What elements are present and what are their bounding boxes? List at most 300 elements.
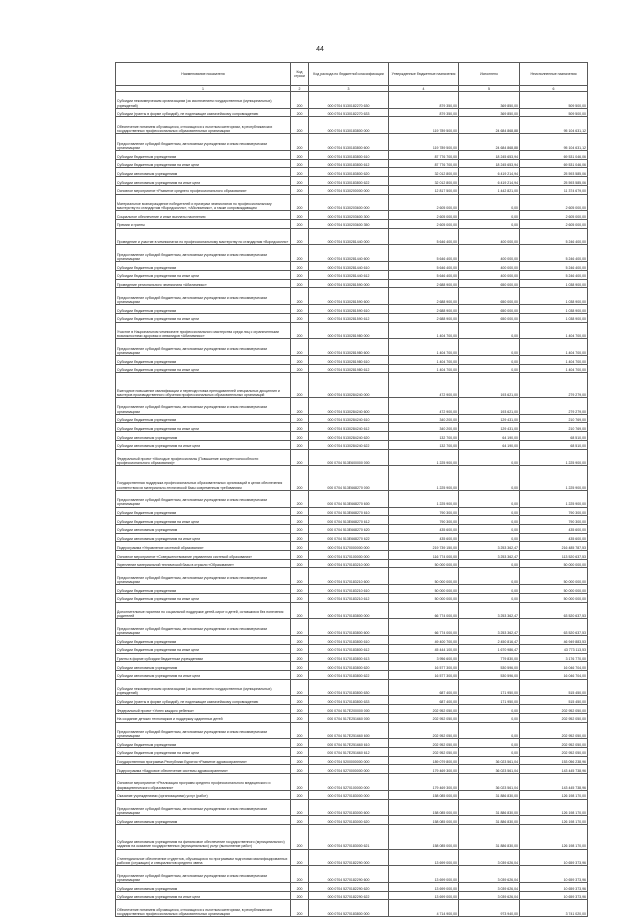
cell-approved: 158 085 000,00: [389, 816, 459, 825]
cell-remaining: 515 450,00: [520, 696, 588, 705]
column-header-budget-code: Код расхода по бюджетной классификации: [309, 63, 389, 86]
cell-line-code: 200: [291, 397, 309, 414]
cell-budget-code: 000 0704 5270182290 000: [309, 849, 389, 866]
cell-line-code: 200: [291, 551, 309, 560]
cell-remaining: 3 741 020,00: [520, 900, 588, 917]
cell-budget-code: 000 0704 5270183000 620: [309, 816, 389, 825]
cell-remaining: 1 038 900,00: [520, 305, 588, 314]
cell-budget-code: 000 0704 5130183800 610: [309, 151, 389, 160]
cell-budget-code: 000 0704 517E251660 000: [309, 713, 389, 722]
cell-remaining: 63 520 637,53: [520, 619, 588, 636]
cell-executed: 1 442 821,00: [459, 185, 520, 194]
cell-line-code: 200: [291, 490, 309, 507]
cell-approved: 472 900,00: [389, 373, 459, 398]
cell-budget-code: 000 0704 5170183800 630: [309, 679, 389, 696]
table-row: [116, 891, 588, 900]
cell-name: Дополнительные гарантии по социальной поддержке детей-сирот и детей, оставшихся без попечения родителей: [116, 602, 291, 619]
cell-name: Предоставление субсидий бюджетным, автономным учреждениям и иным некоммерческим организациям: [116, 490, 291, 507]
cell-budget-code: 000 0704 513E668270 610: [309, 507, 389, 516]
cell-remaining: 1 225 900,00: [520, 466, 588, 491]
cell-line-code: 200: [291, 313, 309, 322]
column-number: 6: [520, 86, 588, 92]
cell-executed: 530 596,00: [459, 670, 520, 679]
cell-remaining: 50 000 000,00: [520, 593, 588, 602]
cell-name: Предоставление субсидий бюджетным, автономным учреждениям и иным некоммерческим организациям: [116, 397, 291, 414]
cell-name: Федеральный проект «Молодые профессионалы (Повышение конкурентоспособности профессионального образования)»: [116, 449, 291, 466]
cell-budget-code: 000 0704 5130281980 612: [309, 364, 389, 373]
cell-executed: 400 000,00: [459, 262, 520, 271]
table-row: [116, 440, 588, 449]
cell-approved: 2 688 900,00: [389, 313, 459, 322]
cell-line-code: 200: [291, 440, 309, 449]
cell-approved: 687 400,00: [389, 679, 459, 696]
cell-budget-code: 000 0704 5170100000 000: [309, 551, 389, 560]
cell-executed: 6 419 214,94: [459, 177, 520, 186]
cell-remaining: 2 605 000,00: [520, 194, 588, 211]
cell-line-code: 200: [291, 653, 309, 662]
cell-approved: 5 646 400,00: [389, 270, 459, 279]
cell-line-code: 200: [291, 194, 309, 211]
cell-executed: 650 000,00: [459, 305, 520, 314]
cell-approved: 116 774 000,00: [389, 551, 459, 560]
cell-budget-code: 000 0704 5270182290 600: [309, 866, 389, 883]
cell-approved: 687 400,00: [389, 696, 459, 705]
cell-remaining: 50 000 000,00: [520, 585, 588, 594]
cell-executed: 3 253 362,47: [459, 619, 520, 636]
cell-line-code: 200: [291, 799, 309, 816]
cell-budget-code: 000 0704 5130281440 612: [309, 270, 389, 279]
cell-budget-code: 000 0704 513E600000 000: [309, 449, 389, 466]
cell-name: Субсидии бюджетным учреждениям на иные цели: [116, 747, 291, 756]
table-row: [116, 825, 588, 850]
table-row: [116, 533, 588, 542]
cell-executed: 400 000,00: [459, 270, 520, 279]
cell-budget-code: 000 0704 5270182290 620: [309, 883, 389, 892]
cell-line-code: 200: [291, 722, 309, 739]
cell-remaining: 25 593 585,06: [520, 177, 588, 186]
cell-remaining: 216 485 787,53: [520, 542, 588, 551]
cell-line-code: 200: [291, 525, 309, 534]
cell-line-code: 200: [291, 288, 309, 305]
cell-name: Оказание учреждениями (организациями) услуг (работ): [116, 790, 291, 799]
table-row: [116, 432, 588, 441]
cell-approved: 179 469 300,00: [389, 765, 459, 774]
table-row: [116, 722, 588, 739]
cell-executed: 36 023 561,04: [459, 756, 520, 765]
cell-approved: 66 774 000,00: [389, 619, 459, 636]
cell-approved: 12 817 500,00: [389, 185, 459, 194]
column-number: 1: [116, 86, 291, 92]
cell-budget-code: 000 0704 5270183000 621: [309, 825, 389, 850]
cell-line-code: 200: [291, 211, 309, 220]
cell-approved: 202 952 050,00: [389, 747, 459, 756]
column-number: 4: [389, 86, 459, 92]
cell-name: Государственная поддержка профессиональных образовательных организаций в целях обеспечения соответствия их материально-технической базы современным требованиям: [116, 466, 291, 491]
cell-remaining: 2 605 000,00: [520, 211, 588, 220]
cell-budget-code: 000 0704 517E251660 610: [309, 739, 389, 748]
cell-budget-code: 000 0704 5130281590 610: [309, 305, 389, 314]
cell-budget-code: 000 0704 5270182290 622: [309, 891, 389, 900]
cell-remaining: 1 404 700,00: [520, 339, 588, 356]
cell-executed: 129 431,00: [459, 423, 520, 432]
table-row: [116, 194, 588, 211]
table-row: [116, 516, 588, 525]
cell-remaining: 5 246 400,00: [520, 245, 588, 262]
cell-name: Субсидии бюджетным учреждениям: [116, 585, 291, 594]
cell-line-code: 200: [291, 516, 309, 525]
cell-name: Субсидии бюджетным учреждениям на иные цели: [116, 270, 291, 279]
cell-budget-code: 000 0704 5130203600 300: [309, 211, 389, 220]
cell-budget-code: 000 0704 5170183210 000: [309, 559, 389, 568]
cell-approved: 5 646 400,00: [389, 228, 459, 245]
cell-executed: 0,00: [459, 211, 520, 220]
cell-name: Субсидии автономным учреждениям на иные цели: [116, 891, 291, 900]
cell-approved: 435 600,00: [389, 525, 459, 534]
cell-approved: 2 605 000,00: [389, 220, 459, 229]
cell-remaining: 46 949 883,53: [520, 636, 588, 645]
cell-approved: 119 789 500,00: [389, 134, 459, 151]
cell-line-code: 200: [291, 134, 309, 151]
cell-approved: 45 444 100,00: [389, 644, 459, 653]
cell-executed: 0,00: [459, 525, 520, 534]
cell-remaining: 202 952 050,00: [520, 722, 588, 739]
cell-line-code: 200: [291, 262, 309, 271]
cell-approved: 340 200,00: [389, 423, 459, 432]
table-row: [116, 185, 588, 194]
cell-line-code: 200: [291, 644, 309, 653]
cell-executed: 0,00: [459, 466, 520, 491]
cell-name: Участие в Национальном чемпионате профессионального мастерства среди лиц с ограниченными возможностями здоровья и инвалидов «Абилимпикс»: [116, 322, 291, 339]
table-row: [116, 756, 588, 765]
cell-executed: 3 253 362,47: [459, 542, 520, 551]
cell-executed: 369 850,00: [459, 108, 520, 117]
cell-line-code: 200: [291, 593, 309, 602]
cell-remaining: 95 104 631,12: [520, 117, 588, 134]
cell-approved: 158 085 000,00: [389, 825, 459, 850]
cell-approved: 158 085 000,00: [389, 790, 459, 799]
cell-budget-code: 000 0704 5130284240 620: [309, 432, 389, 441]
cell-line-code: 200: [291, 533, 309, 542]
cell-approved: 87 776 700,00: [389, 159, 459, 168]
cell-line-code: 200: [291, 364, 309, 373]
cell-approved: 2 688 900,00: [389, 305, 459, 314]
cell-line-code: 200: [291, 117, 309, 134]
cell-executed: 64 190,00: [459, 440, 520, 449]
cell-remaining: 69 531 046,06: [520, 151, 588, 160]
table-row: [116, 373, 588, 398]
cell-name: Основное мероприятие «Совершенствование управления системой образования»: [116, 551, 291, 560]
cell-remaining: 790 300,00: [520, 507, 588, 516]
cell-remaining: 2 605 000,00: [520, 220, 588, 229]
cell-budget-code: 000 0704 5270183800 000: [309, 900, 389, 917]
cell-executed: 193 621,00: [459, 397, 520, 414]
cell-executed: 3 253 362,47: [459, 602, 520, 619]
cell-name: Субсидии бюджетным учреждениям: [116, 262, 291, 271]
cell-approved: 13 699 000,00: [389, 883, 459, 892]
cell-budget-code: 000 0704 5130281980 610: [309, 356, 389, 365]
table-row: [116, 490, 588, 507]
cell-approved: 879 350,00: [389, 108, 459, 117]
cell-line-code: 200: [291, 356, 309, 365]
cell-name: Субсидии бюджетным учреждениям: [116, 507, 291, 516]
cell-line-code: 200: [291, 339, 309, 356]
cell-executed: 24 684 868,88: [459, 134, 520, 151]
cell-approved: 87 776 700,00: [389, 151, 459, 160]
cell-budget-code: 000 0704 5130281440 610: [309, 262, 389, 271]
cell-name: Субсидии автономным учреждениям на финансовое обеспечение государственного (муниципального) задания на оказание государственных (муниципальных) услуг (выполнение работ): [116, 825, 291, 850]
table-row: [116, 507, 588, 516]
cell-budget-code: 000 0704 5130281440 600: [309, 245, 389, 262]
cell-line-code: 200: [291, 322, 309, 339]
table-row: [116, 159, 588, 168]
table-row: [116, 466, 588, 491]
cell-executed: 0,00: [459, 220, 520, 229]
cell-name: Субсидии бюджетным учреждениям: [116, 151, 291, 160]
cell-approved: 435 600,00: [389, 533, 459, 542]
cell-approved: 340 200,00: [389, 414, 459, 423]
cell-executed: 0,00: [459, 747, 520, 756]
cell-approved: 50 000 000,00: [389, 568, 459, 585]
cell-approved: 790 300,00: [389, 507, 459, 516]
cell-executed: 779 830,00: [459, 653, 520, 662]
table-row: [116, 866, 588, 883]
table-row: [116, 228, 588, 245]
table-row: [116, 662, 588, 671]
cell-approved: 50 000 000,00: [389, 585, 459, 594]
table-row: [116, 747, 588, 756]
cell-approved: 119 789 500,00: [389, 117, 459, 134]
cell-name: Субсидии автономным учреждениям: [116, 883, 291, 892]
cell-approved: 202 952 050,00: [389, 713, 459, 722]
cell-line-code: 200: [291, 423, 309, 432]
cell-remaining: 50 000 000,00: [520, 559, 588, 568]
cell-name: Предоставление субсидий бюджетным, автономным учреждениям и иным некоммерческим организациям: [116, 619, 291, 636]
cell-executed: 0,00: [459, 449, 520, 466]
cell-line-code: 200: [291, 279, 309, 288]
cell-executed: 400 000,00: [459, 245, 520, 262]
cell-budget-code: 000 0704 513E668270 622: [309, 533, 389, 542]
cell-remaining: 1 038 900,00: [520, 313, 588, 322]
cell-name: Предоставление субсидий бюджетным, автономным учреждениям и иным некоммерческим организациям: [116, 722, 291, 739]
cell-name: Субсидии автономным учреждениям: [116, 432, 291, 441]
table-row: [116, 653, 588, 662]
cell-executed: 0,00: [459, 568, 520, 585]
table-row: [116, 568, 588, 585]
cell-budget-code: 000 0704 517E251660 600: [309, 722, 389, 739]
cell-executed: 3 039 626,04: [459, 849, 520, 866]
cell-approved: 158 085 000,00: [389, 799, 459, 816]
cell-approved: 202 952 050,00: [389, 722, 459, 739]
cell-executed: 0,00: [459, 722, 520, 739]
cell-budget-code: 000 0704 5170183800 620: [309, 662, 389, 671]
cell-approved: 32 012 800,00: [389, 168, 459, 177]
cell-approved: 202 952 050,00: [389, 739, 459, 748]
table-row: [116, 542, 588, 551]
cell-line-code: 200: [291, 542, 309, 551]
column-number: 3: [309, 86, 389, 92]
cell-executed: 64 190,00: [459, 432, 520, 441]
cell-name: Проведение регионального чемпионата «Абилимпикс»: [116, 279, 291, 288]
cell-budget-code: 000 0704 5130281590 000: [309, 279, 389, 288]
cell-budget-code: 000 0704 5130182270 630: [309, 92, 389, 109]
cell-name: Субсидии автономным учреждениям: [116, 816, 291, 825]
cell-remaining: 10 659 373,96: [520, 849, 588, 866]
table-body: [116, 92, 588, 917]
table-row: [116, 211, 588, 220]
cell-executed: 18 245 653,94: [459, 151, 520, 160]
cell-line-code: 200: [291, 790, 309, 799]
cell-budget-code: 000 0704 513E668270 612: [309, 516, 389, 525]
cell-name: Основное мероприятие «Развитие среднего профессионального образования»: [116, 185, 291, 194]
cell-budget-code: 000 0704 5130281590 600: [309, 288, 389, 305]
cell-budget-code: 000 0704 5130183800 600: [309, 134, 389, 151]
table-row: [116, 288, 588, 305]
table-row: [116, 619, 588, 636]
cell-remaining: 43 773 113,53: [520, 644, 588, 653]
cell-name: Субсидии бюджетным учреждениям: [116, 356, 291, 365]
cell-approved: 1 404 700,00: [389, 339, 459, 356]
cell-line-code: 200: [291, 619, 309, 636]
cell-approved: 5 646 400,00: [389, 262, 459, 271]
cell-approved: 5 646 400,00: [389, 245, 459, 262]
cell-remaining: 113 520 637,53: [520, 551, 588, 560]
cell-remaining: 10 659 373,96: [520, 891, 588, 900]
cell-remaining: 11 374 679,00: [520, 185, 588, 194]
table-row: [116, 849, 588, 866]
table-row: [116, 339, 588, 356]
cell-remaining: 143 445 738,96: [520, 774, 588, 791]
table-row: [116, 593, 588, 602]
cell-executed: 400 000,00: [459, 228, 520, 245]
cell-remaining: 515 450,00: [520, 679, 588, 696]
cell-approved: 16 577 300,00: [389, 670, 459, 679]
cell-budget-code: 000 0704 5130183800 620: [309, 168, 389, 177]
cell-approved: 1 404 700,00: [389, 364, 459, 373]
table-row: [116, 92, 588, 109]
cell-budget-code: 000 0704 517E200000 000: [309, 705, 389, 714]
cell-name: Обеспечение питанием обучающихся, относящихся к льготным категориям, в республиканских государственных профессиональных образовательных организациях: [116, 117, 291, 134]
cell-line-code: 200: [291, 662, 309, 671]
cell-line-code: 200: [291, 900, 309, 917]
cell-executed: 0,00: [459, 194, 520, 211]
cell-approved: 2 605 000,00: [389, 194, 459, 211]
cell-budget-code: 000 0704 5170183800 633: [309, 696, 389, 705]
table-row: [116, 900, 588, 917]
cell-line-code: 200: [291, 568, 309, 585]
cell-remaining: 50 000 000,00: [520, 568, 588, 585]
cell-executed: 31 886 830,00: [459, 825, 520, 850]
cell-name: Предоставление субсидий бюджетным, автономным учреждениям и иным некоммерческим организациям: [116, 568, 291, 585]
column-number: 5: [459, 86, 520, 92]
cell-remaining: 10 659 373,96: [520, 866, 588, 883]
column-header-line-code: Код строки: [291, 63, 309, 86]
table-header-row: [116, 63, 588, 86]
cell-budget-code: 000 0704 5130183800 000: [309, 117, 389, 134]
table-row: [116, 364, 588, 373]
column-header-name: Наименование показателя: [116, 63, 291, 86]
cell-remaining: 1 225 900,00: [520, 490, 588, 507]
cell-executed: 650 000,00: [459, 288, 520, 305]
cell-approved: 4 714 900,00: [389, 900, 459, 917]
cell-approved: 1 404 700,00: [389, 322, 459, 339]
cell-approved: 13 699 000,00: [389, 866, 459, 883]
cell-executed: 31 886 830,00: [459, 790, 520, 799]
cell-name: Предоставление субсидий бюджетным, автономным учреждениям и иным некоммерческим организациям: [116, 245, 291, 262]
cell-line-code: 200: [291, 670, 309, 679]
cell-budget-code: 000 0704 5130281980 600: [309, 339, 389, 356]
cell-line-code: 200: [291, 849, 309, 866]
column-header-approved: Утвержденные бюджетные назначения: [389, 63, 459, 86]
cell-budget-code: 000 0704 5170183210 610: [309, 585, 389, 594]
cell-line-code: 200: [291, 185, 309, 194]
cell-executed: 0,00: [459, 322, 520, 339]
cell-name: Субсидии автономным учреждениям: [116, 525, 291, 534]
cell-budget-code: 000 0704 5130281590 612: [309, 313, 389, 322]
table-row: [116, 525, 588, 534]
cell-executed: 3 039 626,04: [459, 891, 520, 900]
cell-budget-code: 000 0704 5130284240 610: [309, 414, 389, 423]
cell-budget-code: 000 0704 5270000000 000: [309, 765, 389, 774]
cell-budget-code: 000 0704 5130183800 612: [309, 159, 389, 168]
cell-line-code: 200: [291, 739, 309, 748]
cell-budget-code: 000 0704 5130281980 000: [309, 322, 389, 339]
cell-executed: 2 450 816,47: [459, 636, 520, 645]
cell-name: Стипендиальное обеспечение студентов, обучающихся по программам подготовки квалифицированных рабочих (служащих) и специалистов среднего звена: [116, 849, 291, 866]
cell-remaining: 1 404 700,00: [520, 322, 588, 339]
cell-line-code: 200: [291, 270, 309, 279]
cell-name: Предоставление субсидий бюджетным, автономным учреждениям и иным некоммерческим организациям: [116, 339, 291, 356]
cell-line-code: 200: [291, 602, 309, 619]
table-row: [116, 713, 588, 722]
cell-approved: 2 688 900,00: [389, 288, 459, 305]
cell-executed: 6 419 214,94: [459, 168, 520, 177]
cell-name: Субсидии бюджетным учреждениям на иные цели: [116, 593, 291, 602]
cell-line-code: 200: [291, 245, 309, 262]
cell-remaining: 1 225 900,00: [520, 449, 588, 466]
cell-name: Гранты в форме субсидии бюджетным учреждениям: [116, 653, 291, 662]
cell-remaining: 153 056 238,96: [520, 756, 588, 765]
cell-name: Ежегодное повышение квалификации и переподготовка преподавателей специальных дисциплин и мастеров производственного обучения профессиональных образовательных организаций: [116, 373, 291, 398]
table-row: [116, 765, 588, 774]
cell-budget-code: 000 0704 5130284240 612: [309, 423, 389, 432]
cell-remaining: 1 404 700,00: [520, 364, 588, 373]
table-row: [116, 168, 588, 177]
cell-budget-code: 000 0704 5130182270 633: [309, 108, 389, 117]
cell-line-code: 200: [291, 765, 309, 774]
cell-name: Государственная программа Республики Бурятия «Развитие здравоохранения»: [116, 756, 291, 765]
cell-executed: 31 886 830,00: [459, 816, 520, 825]
cell-name: Субсидии бюджетным учреждениям: [116, 636, 291, 645]
cell-approved: 49 400 700,00: [389, 636, 459, 645]
cell-executed: 0,00: [459, 533, 520, 542]
cell-line-code: 200: [291, 774, 309, 791]
cell-line-code: 200: [291, 696, 309, 705]
cell-remaining: 210 769,00: [520, 414, 588, 423]
cell-name: Предоставление субсидий бюджетным, автономным учреждениям и иным некоммерческим организациям: [116, 134, 291, 151]
cell-line-code: 200: [291, 636, 309, 645]
table-row: [116, 356, 588, 365]
cell-name: Субсидии (гранты в форме субсидий), не подлежащие казначейскому сопровождению: [116, 696, 291, 705]
cell-name: Субсидии автономным учреждениям: [116, 168, 291, 177]
cell-executed: 0,00: [459, 705, 520, 714]
cell-line-code: 200: [291, 866, 309, 883]
cell-approved: 219 739 150,00: [389, 542, 459, 551]
cell-executed: 24 684 868,88: [459, 117, 520, 134]
cell-executed: 973 940,00: [459, 900, 520, 917]
cell-line-code: 200: [291, 168, 309, 177]
cell-approved: 790 300,00: [389, 516, 459, 525]
cell-line-code: 200: [291, 305, 309, 314]
